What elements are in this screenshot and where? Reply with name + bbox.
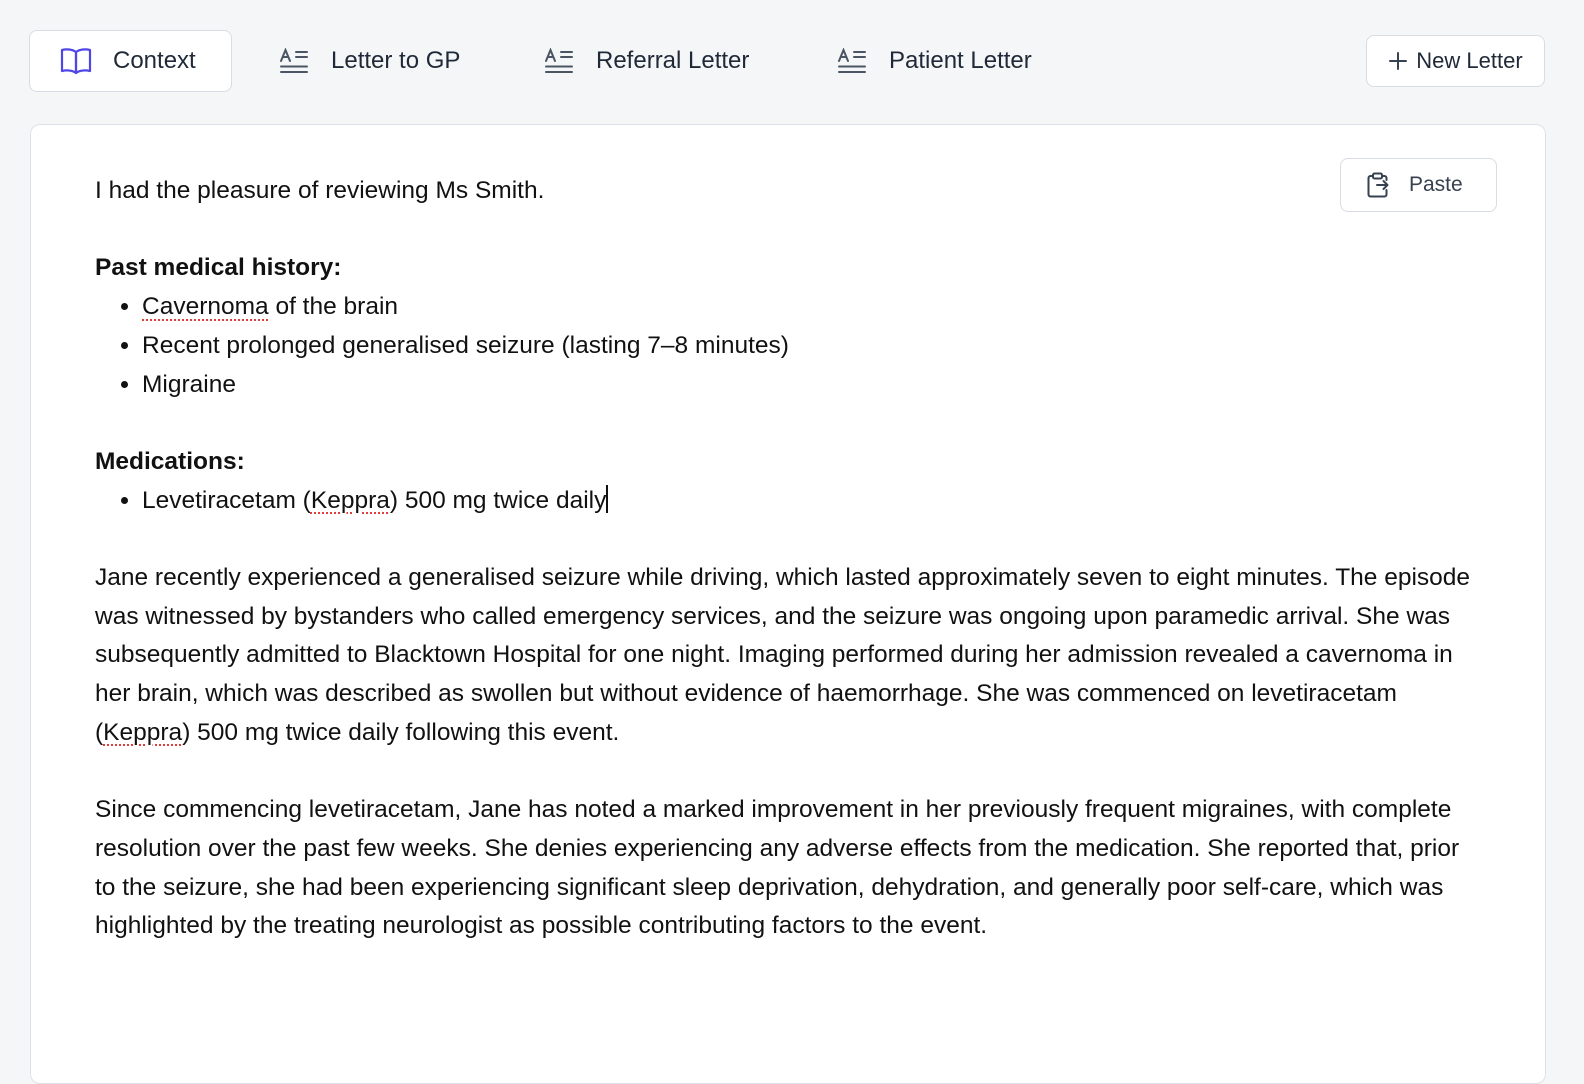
- pmh-heading: Past medical history:: [95, 254, 342, 282]
- misspelled-word[interactable]: Keppra: [103, 718, 183, 746]
- paste-label: Paste: [1409, 173, 1463, 196]
- paragraph-text: Jane recently experienced a generalised seizure while driving, which lasted approximately seven to eight minutes. The episode was witnessed by bystanders who called emergency services, and the seizure was ongoing upon paramedic arrival. She was subsequently admitted to Blacktown Hospital for one night. Imaging performed during her admission revealed a cavernoma in her brain, which was described as swollen but without evidence of haemorrhage. She was commenced on levetiracetam (: [95, 563, 1471, 746]
- tab-context[interactable]: [29, 30, 232, 92]
- misspelled-word[interactable]: Keppra: [310, 486, 390, 514]
- history-paragraph: [95, 559, 1475, 753]
- medications-list: [95, 482, 1475, 521]
- tab-label: Referral Letter: [596, 47, 750, 74]
- tab-referral-letter[interactable]: [542, 30, 749, 92]
- list-item: • Recent prolonged generalised seizure (lasting 7–8 minutes): [142, 327, 1475, 366]
- list-item: • Migraine: [142, 366, 1475, 405]
- new-letter-label: New Letter: [1416, 48, 1523, 73]
- tab-label: Context: [113, 47, 196, 74]
- text-cursor: [606, 485, 608, 513]
- list-item-text: of the brain: [268, 293, 399, 321]
- intro-text: I had the pleasure of reviewing Ms Smith.: [95, 177, 545, 204]
- tab-label: Patient Letter: [889, 47, 1032, 74]
- medications-heading: Medications:: [95, 447, 245, 475]
- context-editor-card: [30, 124, 1546, 1084]
- progress-paragraph: Since commencing levetiracetam, Jane has noted a marked improvement in her previously frequent migraines, with complete resolution over the past few weeks. She denies experiencing any adverse effects from the medication. She reported that, prior to the seizure, she had been experiencing significant sleep deprivation, dehydration, and generally poor self-care, which was highlighted by the treating neurologist as possible contributing factors to the event.: [95, 796, 1460, 940]
- tab-label: Letter to GP: [331, 47, 461, 74]
- plus-icon: [1388, 51, 1408, 71]
- tab-patient-letter[interactable]: [835, 30, 1032, 92]
- text-align-icon: [835, 44, 869, 78]
- misspelled-word[interactable]: Cavernoma: [142, 293, 269, 321]
- text-align-icon: [542, 44, 576, 78]
- pmh-list: [95, 288, 1475, 404]
- paragraph-text: ) 500 mg twice daily following this event.: [182, 718, 620, 746]
- list-item-text: ) 500 mg twice daily: [389, 486, 607, 514]
- book-open-icon: [59, 44, 93, 78]
- text-align-icon: [277, 44, 311, 78]
- context-text-editor[interactable]: [95, 172, 1475, 946]
- list-item-text: Levetiracetam (: [142, 486, 311, 514]
- list-item: [142, 288, 1475, 327]
- tab-letter-to-gp[interactable]: [277, 30, 460, 92]
- list-item: [142, 482, 1475, 521]
- new-letter-button[interactable]: [1366, 35, 1545, 87]
